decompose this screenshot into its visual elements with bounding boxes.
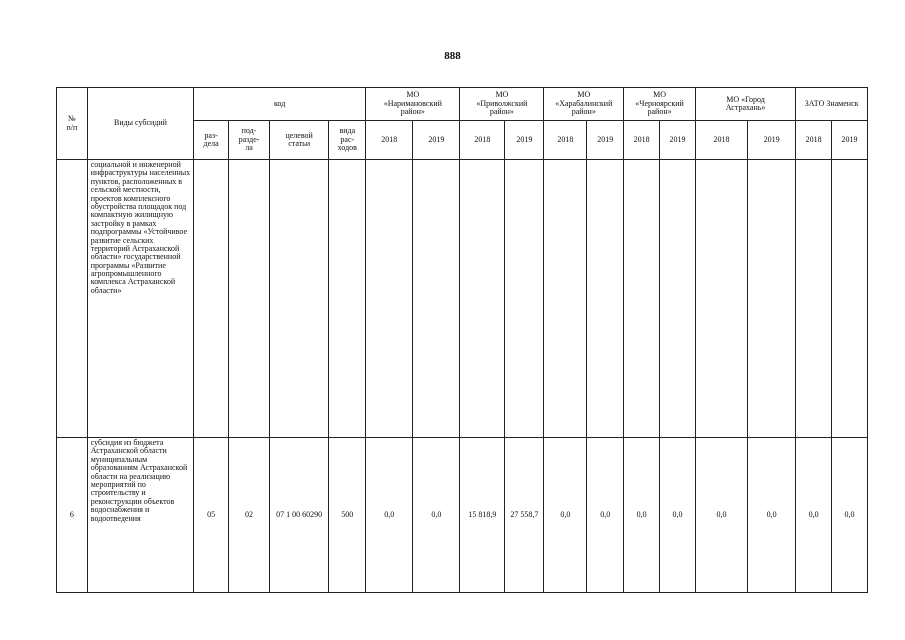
row-value [587,160,624,438]
row-value [413,160,460,438]
header-mo-narimanov: МО «Наримановский район» [366,88,460,121]
header-year: 2018 [544,121,587,160]
row-code-section [194,160,229,438]
row-value [624,160,660,438]
header-year: 2018 [624,121,660,160]
header-num: № п/п [57,88,88,160]
header-year: 2018 [366,121,413,160]
header-code-target: целевой статьи [269,121,328,160]
header-year: 2019 [505,121,544,160]
header-year: 2019 [660,121,696,160]
header-code-subsection: под- разде- ла [229,121,270,160]
header-year: 2019 [832,121,868,160]
row-value: 0,0 [366,438,413,593]
row-value [748,160,796,438]
row-value [366,160,413,438]
header-year: 2019 [587,121,624,160]
header-year: 2018 [695,121,747,160]
header-code-expense: вида рас- ходов [329,121,366,160]
row-value: 0,0 [544,438,587,593]
row-value: 0,0 [660,438,696,593]
row-value [505,160,544,438]
row-value [832,160,868,438]
row-value [544,160,587,438]
row-description: социальной и инженерной инфраструктуры населенных пунктов, расположенных в сельской местности, проектов комплексного обустройства площадок под компактную жилищную застройку в рамках подпрограммы «Устойчивое развитие сельских территорий Астраханской области» государственной программы «Развитие агропромышленного комплекса Астраханской области» [87,160,193,438]
page-number: 888 [444,50,461,62]
header-year: 2019 [748,121,796,160]
row-code-expense [329,160,366,438]
header-code-section: раз- дела [194,121,229,160]
row-value: 0,0 [695,438,747,593]
row-value: 0,0 [413,438,460,593]
header-zato-znamensk: ЗАТО Знаменск [796,88,868,121]
row-value [460,160,505,438]
row-description: субсидия из бюджета Астраханской области муниципальным образованиям Астраханской области на реализацию мероприятий по строительству и реконструкции объектов водоснабжения и водоотведения [87,438,193,593]
row-value [796,160,832,438]
row-code-section: 05 [194,438,229,593]
row-code-expense: 500 [329,438,366,593]
table-row [57,438,868,593]
row-value: 0,0 [624,438,660,593]
subsidies-table [56,87,868,593]
row-value: 27 558,7 [505,438,544,593]
header-mo-kharabali: МО «Харабалинский район» [544,88,624,121]
header-year: 2018 [460,121,505,160]
row-num: 6 [57,438,88,593]
row-value: 0,0 [587,438,624,593]
row-value: 0,0 [832,438,868,593]
header-mo-privolzh: МО «Приволжский район» [460,88,544,121]
row-value [660,160,696,438]
row-code-target [269,160,328,438]
row-value: 0,0 [748,438,796,593]
row-value: 15 818,9 [460,438,505,593]
row-value [695,160,747,438]
row-code-subsection [229,160,270,438]
header-types: Виды субсидий [87,88,193,160]
header-mo-astrakhan: МО «Город Астрахань» [695,88,795,121]
row-code-subsection: 02 [229,438,270,593]
row-code-target: 07 1 00 60290 [269,438,328,593]
row-num [57,160,88,438]
header-mo-chernoyar: МО «Черноярский район» [624,88,696,121]
header-code-group: код [194,88,366,121]
row-value: 0,0 [796,438,832,593]
header-year: 2019 [413,121,460,160]
table-row [57,160,868,438]
header-year: 2018 [796,121,832,160]
